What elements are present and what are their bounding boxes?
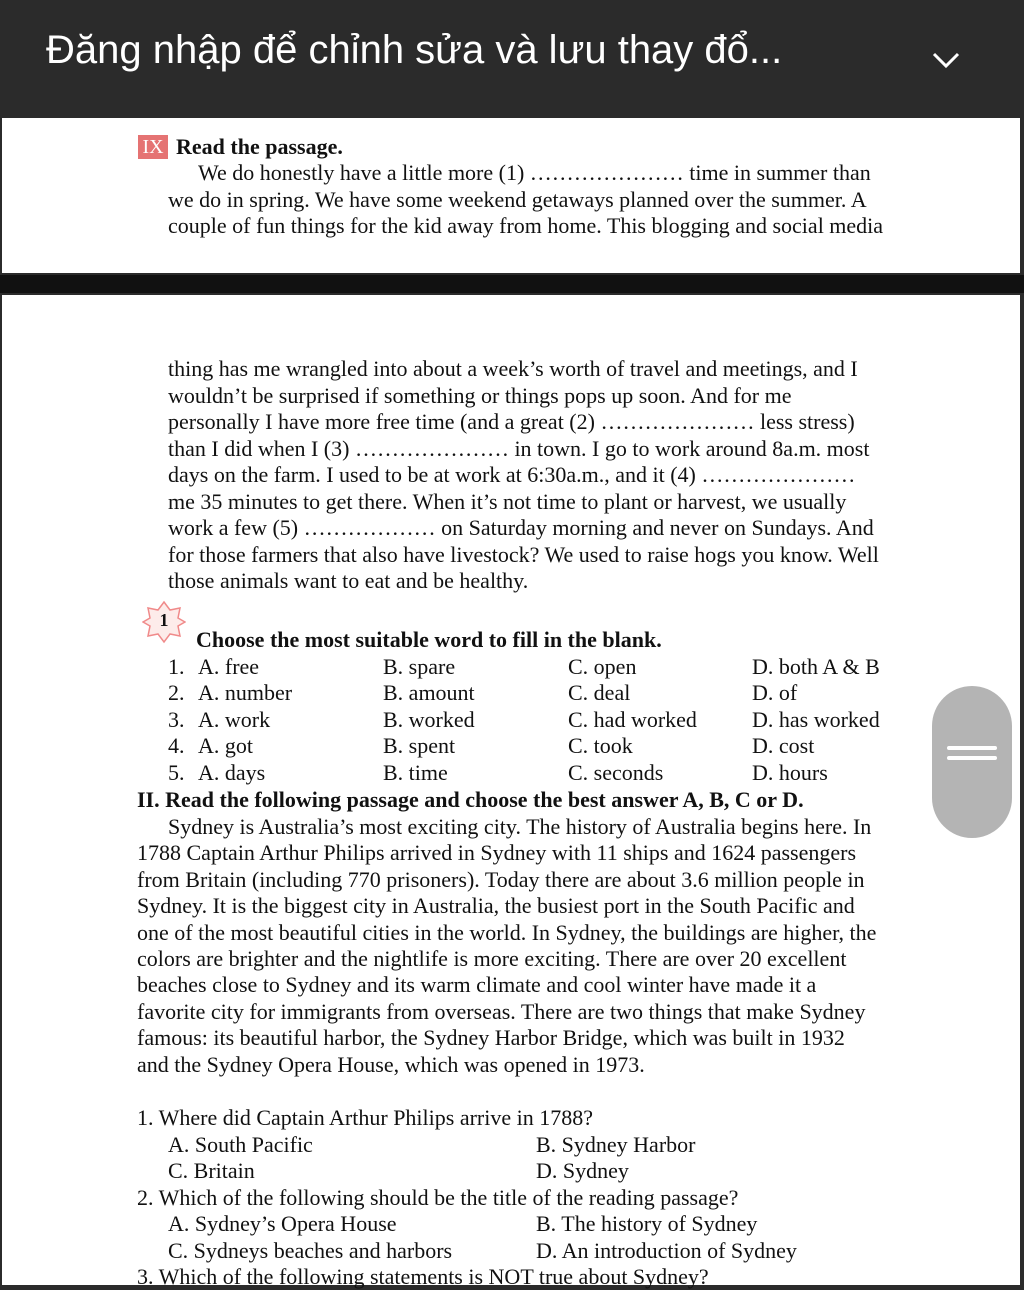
option-b: B. spare (383, 654, 456, 679)
option-a: A. South Pacific (168, 1132, 313, 1157)
passage-line: days on the farm. I used to be at work at 6:30a.m., and it (4) ………………… (168, 462, 856, 487)
passage-line: for those farmers that also have livestock? We used to raise hogs you know. Well (168, 542, 879, 567)
option-a: A. got (198, 733, 253, 758)
option-a: A. number (198, 680, 293, 705)
question-text: 2. Which of the following should be the title of the reading passage? (137, 1185, 739, 1210)
option-c: C. seconds (568, 760, 664, 785)
question-number: 2. (168, 680, 185, 705)
grip-line-icon (947, 746, 997, 750)
option-a: A. Sydney’s Opera House (168, 1211, 397, 1236)
passage-line: one of the most beautiful cities in the world. In Sydney, the buildings are higher, the (137, 920, 877, 945)
option-d: D. of (752, 680, 798, 705)
scroll-handle[interactable] (932, 686, 1012, 838)
passage-line: We do honestly have a little more (1) ………………… time in summer than (198, 160, 871, 185)
option-d: D. hours (752, 760, 828, 785)
instruction-text: Choose the most suitable word to fill in the blank. (196, 627, 662, 652)
grip-line-icon (947, 756, 997, 760)
login-banner-title[interactable]: Đăng nhập để chỉnh sửa và lưu thay đổ... (46, 28, 783, 72)
page-separator (0, 275, 1024, 293)
section-ix-heading: Read the passage. (176, 134, 343, 159)
passage-line: work a few (5) ……………… on Saturday morning and never on Sundays. And (168, 515, 874, 540)
option-b: B. worked (383, 707, 475, 732)
passage-line: wouldn’t be surprised if something or things pops up soon. And for me (168, 383, 792, 408)
step-star-badge (142, 600, 186, 644)
option-c: C. Sydneys beaches and harbors (168, 1238, 453, 1263)
option-d: D. cost (752, 733, 815, 758)
section-ii-heading: II. Read the following passage and choose the best answer A, B, C or D. (137, 787, 804, 812)
option-c: C. had worked (568, 707, 697, 732)
passage-line: couple of fun things for the kid away from home. This blogging and social media (168, 213, 884, 238)
passage-line: and the Sydney Opera House, which was opened in 1973. (137, 1052, 645, 1077)
option-a: A. work (198, 707, 271, 732)
question-text: 1. Where did Captain Arthur Philips arrive in 1788? (137, 1105, 594, 1130)
option-b: B. amount (383, 680, 475, 705)
step-number: 1 (159, 610, 169, 630)
option-a: A. days (198, 760, 266, 785)
passage-line: beaches close to Sydney and its warm climate and cool winter have made it a (137, 972, 817, 997)
question-number: 3. (168, 707, 185, 732)
passage-line: those animals want to eat and be healthy. (168, 568, 529, 593)
option-d: D. Sydney (536, 1158, 629, 1183)
option-d: D. An introduction of Sydney (536, 1238, 797, 1263)
passage-line: famous: its beautiful harbor, the Sydney Harbor Bridge, which was built in 1932 (137, 1025, 845, 1050)
question-text: 3. Which of the following statements is NOT true about Sydney? (137, 1264, 709, 1289)
passage-line: 1788 Captain Arthur Philips arrived in Sydney with 11 ships and 1624 passengers (137, 840, 857, 865)
question-number: 4. (168, 733, 185, 758)
section-ix-badge: IX (138, 135, 168, 159)
passage-line: Sydney. It is the biggest city in Australia, the busiest port in the South Pacific and (137, 893, 855, 918)
top-bar (0, 0, 1024, 116)
option-d: D. both A & B (752, 654, 880, 679)
option-c: C. open (568, 654, 637, 679)
passage-line: thing has me wrangled into about a week’s worth of travel and meetings, and I (168, 356, 858, 381)
passage-line: personally I have more free time (and a great (2) ………………… less stress) (168, 409, 855, 434)
question-number: 5. (168, 760, 185, 785)
passage-line: favorite city for immigrants from overseas. There are two things that make Sydney (137, 999, 866, 1024)
passage-line: from Britain (including 770 prisoners). Today there are about 3.6 million people in (137, 867, 865, 892)
option-b: B. Sydney Harbor (536, 1132, 696, 1157)
option-b: B. The history of Sydney (536, 1211, 758, 1236)
passage-line: colors are brighter and the nightlife is more exciting. There are over 20 excellent (137, 946, 847, 971)
option-a: A. free (198, 654, 260, 679)
option-c: C. deal (568, 680, 631, 705)
question-number: 1. (168, 654, 185, 679)
chevron-down-icon[interactable] (926, 40, 966, 80)
passage-line: than I did when I (3) ………………… in town. I go to work around 8a.m. most (168, 436, 870, 461)
passage-line: Sydney is Australia’s most exciting city. The history of Australia begins here. In (168, 814, 872, 839)
passage-line: me 35 minutes to get there. When it’s not time to plant or harvest, we usually (168, 489, 847, 514)
option-c: C. took (568, 733, 633, 758)
option-b: B. time (383, 760, 448, 785)
option-c: C. Britain (168, 1158, 255, 1183)
option-d: D. has worked (752, 707, 880, 732)
option-b: B. spent (383, 733, 456, 758)
passage-line: we do in spring. We have some weekend getaways planned over the summer. A (168, 187, 867, 212)
